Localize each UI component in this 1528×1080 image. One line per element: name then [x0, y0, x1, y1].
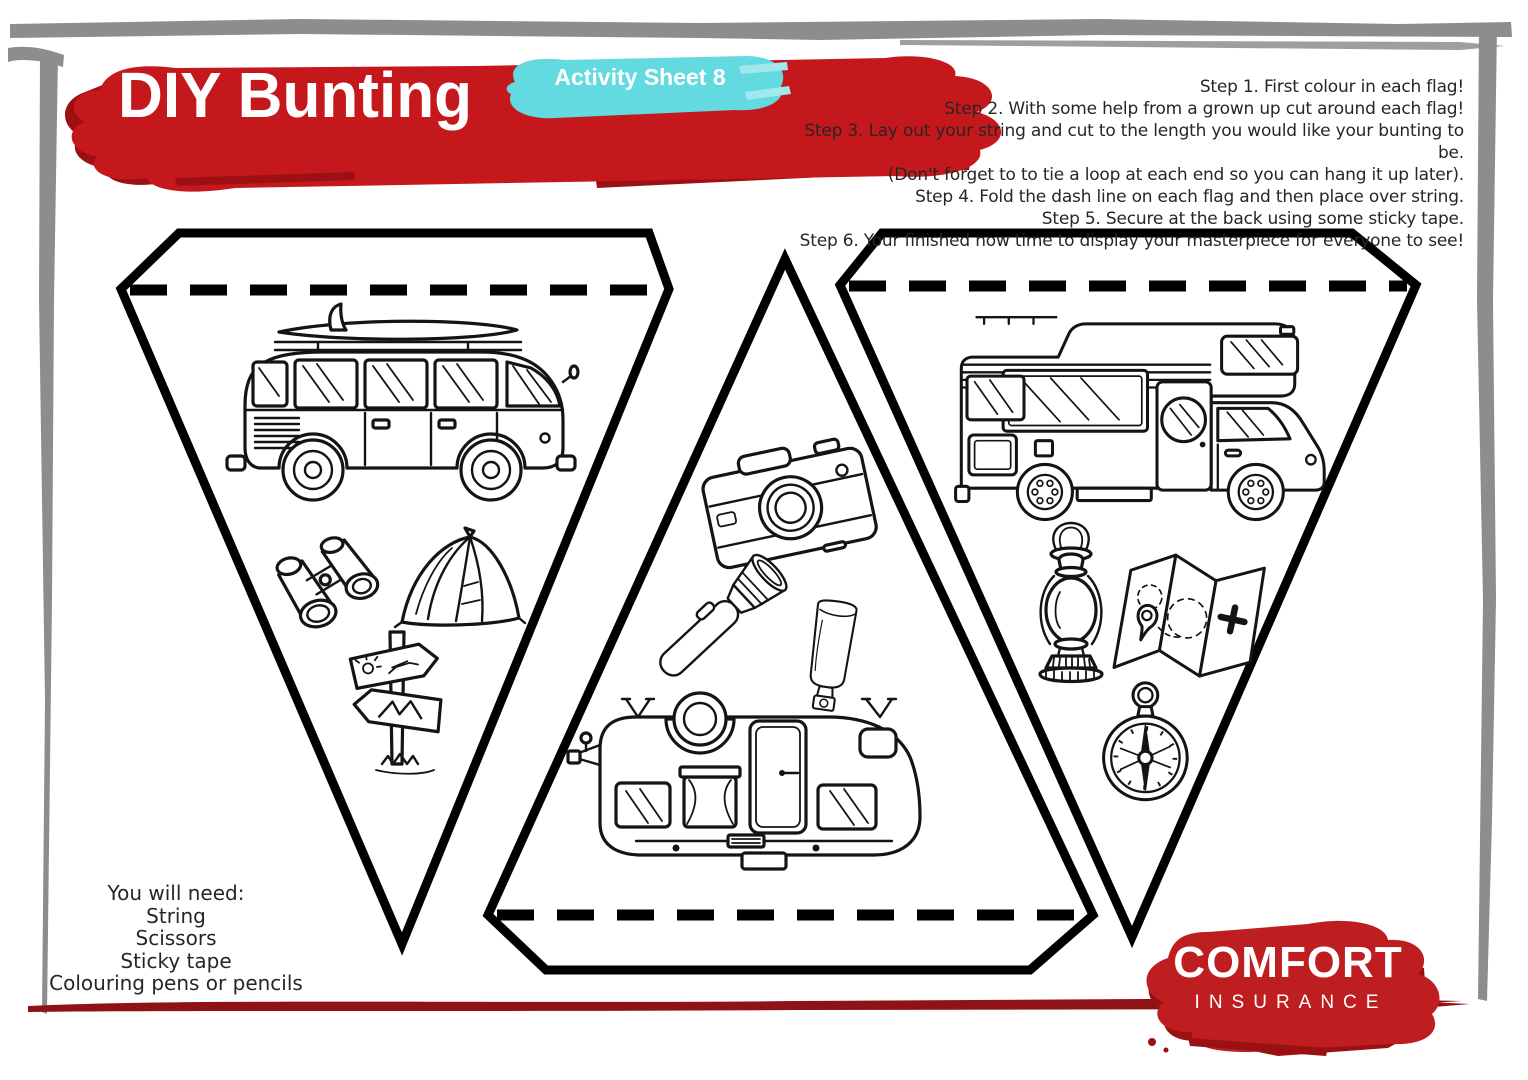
- materials-heading: You will need:: [107, 881, 245, 905]
- materials-list: [16, 882, 336, 995]
- activity-sheet-badge: Activity Sheet 8: [554, 64, 726, 90]
- step-line: (Don't forget to to tie a loop at each end so you can hang it up later).: [887, 165, 1464, 185]
- materials-item: Colouring pens or pencils: [49, 971, 303, 995]
- page-title: DIY Bunting: [118, 59, 473, 131]
- step-line: Step 6. Your finished now time to display your masterpiece for everyone to see!: [799, 231, 1464, 251]
- logo-insurance: INSURANCE: [1194, 992, 1388, 1013]
- step-line: Step 2. With some help from a grown up cut around each flag!: [944, 99, 1464, 119]
- materials-item: String: [146, 903, 206, 928]
- materials-item: Sticky tape: [120, 948, 232, 973]
- logo-comfort: COMFORT: [1173, 938, 1403, 987]
- step-line: Step 5. Secure at the back using some sticky tape.: [1041, 209, 1464, 229]
- materials-item: Scissors: [135, 926, 217, 950]
- step-line: Step 4. Fold the dash line on each flag and then place over string.: [915, 187, 1464, 207]
- step-line: Step 3. Lay out your string and cut to the length you would like your bunting to be.: [804, 121, 1464, 163]
- step-line: Step 1. First colour in each flag!: [1199, 77, 1464, 97]
- instructions: [774, 76, 1464, 252]
